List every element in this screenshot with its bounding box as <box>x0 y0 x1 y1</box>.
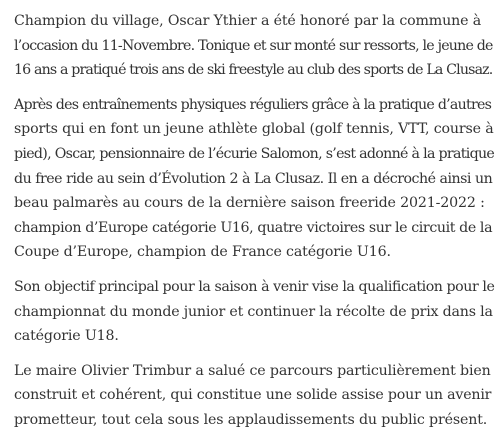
paragraph-line: Après des entraînements physiques réguliers grâce à la pratique d’autres <box>14 96 492 113</box>
paragraph-line: sports qui en font un jeune athlète global (golf tennis, VTT, course à <box>14 121 494 138</box>
paragraph-line: champion d’Europe catégorie U16, quatre victoires sur le circuit de la <box>14 219 493 236</box>
paragraph-line: du free ride au sein d’Évolution 2 à La Clusaz. Il en a décroché ainsi un <box>14 170 493 187</box>
article-paragraph-4 <box>14 359 492 433</box>
paragraph-line: 16 ans a pratiqué trois ans de ski freestyle au club des sports de La Clusaz. <box>14 62 493 79</box>
paragraph-line: Champion du village, Oscar Ythier a été honoré par la commune à <box>14 13 482 29</box>
paragraph-line: Coupe d’Europe, champion de France catégorie U16. <box>14 244 391 261</box>
paragraph-line: Le maire Olivier Trimbur a salué ce parcours particulièrement bien <box>14 362 491 379</box>
paragraph-line: l’occasion du 11-Novembre. Tonique et sur monté sur ressorts, le jeune de <box>14 37 493 54</box>
paragraph-line: championnat du monde junior et continuer la récolte de prix dans la <box>14 303 493 320</box>
article-paragraph-1 <box>14 9 492 83</box>
paragraph-line: Son objectif principal pour la saison à venir vise la qualification pour le <box>14 278 495 295</box>
article-paragraph-3 <box>14 275 495 349</box>
paragraph-line: construit et cohérent, qui constitue une solide assise pour un avenir <box>14 387 492 404</box>
paragraph-line: prometteur, tout cela sous les applaudissements du public présent. <box>14 411 488 428</box>
paragraph-line: catégorie U18. <box>14 328 119 345</box>
paragraph-line: pied), Oscar, pensionnaire de l’écurie Salomon, s’est adonné à la pratique <box>14 145 495 162</box>
paragraph-line: beau palmarès au cours de la dernière saison freeride 2021-2022 : <box>14 195 485 212</box>
article-paragraph-2 <box>14 93 495 265</box>
